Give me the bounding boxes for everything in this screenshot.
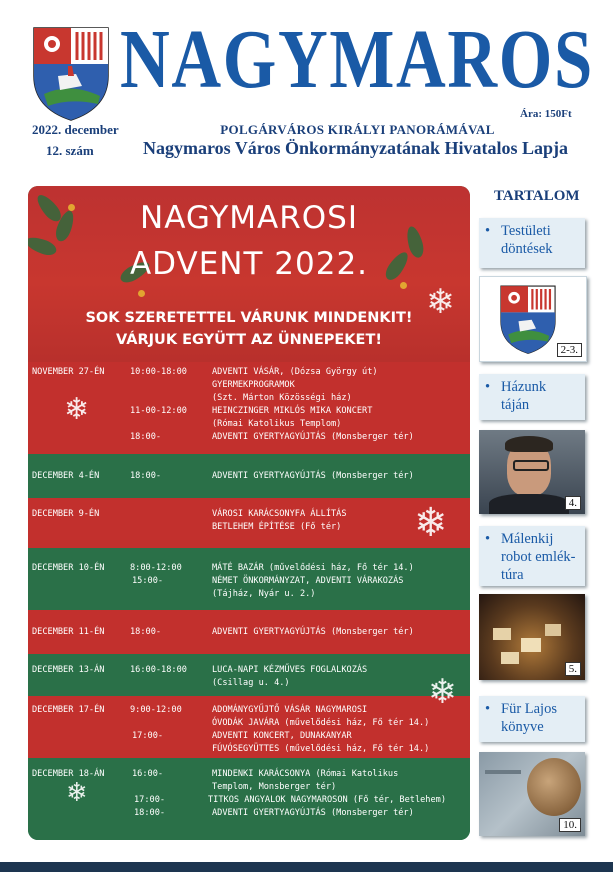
relief-inscription	[485, 770, 521, 774]
model-house	[493, 628, 511, 640]
coat-of-arms-icon	[498, 283, 558, 355]
toc-title: TARTALOM	[494, 188, 580, 204]
page-number: 2-3.	[557, 343, 582, 357]
schedule-time: 8:00-12:00	[130, 563, 182, 573]
schedule-time: 17:00-	[132, 731, 164, 741]
snowflake-icon: ❄	[428, 672, 457, 712]
toc-item-label: könyve	[501, 719, 544, 735]
schedule-row	[28, 548, 470, 610]
toc-item-text	[485, 378, 546, 414]
schedule-event: ADVENTI GYERTYAGYÚJTÁS (Monsberger tér)	[212, 432, 414, 442]
schedule-date: DECEMBER 13-ÁN	[32, 665, 105, 675]
schedule-event: MÁTÉ BAZÁR (művelődési ház, Fő tér 14.)	[212, 563, 414, 573]
schedule-time: 18:00-	[134, 808, 166, 818]
masthead-title: NAGYMAROS	[120, 13, 594, 106]
glasses-icon	[513, 460, 549, 471]
portrait-shirt	[489, 494, 569, 514]
schedule-time: 18:00-	[130, 471, 162, 481]
bullet-icon: •	[485, 379, 491, 395]
schedule-event: GYERMEKPROGRAMOK	[212, 380, 295, 390]
schedule-event: ADVENTI KONCERT, DUNAKANYAR	[212, 731, 352, 741]
advent-poster	[28, 186, 470, 840]
schedule-event: ADVENTI GYERTYAGYÚJTÁS (Monsberger tér)	[212, 627, 414, 637]
schedule-event: LUCA-NAPI KÉZMŰVES FOGLALKOZÁS	[212, 665, 368, 675]
schedule-event: FÚVÓSEGYÜTTES (művelődési ház, Fő tér 14.)	[212, 744, 430, 754]
schedule-event: (Csillag u. 4.)	[212, 678, 290, 688]
schedule-event: ADVENTI VÁSÁR, (Dózsa György út)	[212, 367, 378, 377]
berry-icon	[138, 290, 145, 297]
schedule-time: 15:00-	[132, 576, 164, 586]
schedule-time: 16:00-	[132, 769, 164, 779]
bullet-icon: •	[485, 531, 491, 547]
schedule-event: HEINCZINGER MIKLÓS MIKA KONCERT	[212, 406, 373, 416]
schedule-event: (Szt. Márton Közösségi ház)	[212, 393, 352, 403]
schedule-event: Templom, Monsberger tér)	[212, 782, 337, 792]
schedule-event: ÓVODÁK JAVÁRA (művelődési ház, Fő tér 14.)	[212, 718, 430, 728]
page-number: 4.	[565, 496, 581, 510]
berry-icon	[400, 282, 407, 289]
toc-item[interactable]	[479, 696, 585, 742]
model-house	[501, 652, 519, 664]
toc-item-text	[485, 700, 557, 736]
toc-image[interactable]	[479, 594, 585, 680]
relief-medallion	[527, 758, 581, 816]
portrait-hair	[505, 436, 553, 452]
toc-item-label: Házunk	[501, 379, 547, 395]
schedule-time: 16:00-18:00	[130, 665, 187, 675]
page-number: 5.	[565, 662, 581, 676]
schedule-event: MINDENKI KARÁCSONYA (Római Katolikus	[212, 769, 399, 779]
schedule-event: NÉMET ÖNKORMÁNYZAT, ADVENTI VÁRAKOZÁS	[212, 576, 404, 586]
bullet-icon: •	[485, 223, 491, 239]
schedule-time: 18:00-	[130, 432, 162, 442]
toc-item-label: döntések	[501, 241, 553, 257]
schedule-row	[28, 610, 470, 654]
schedule-event: BETLEHEM ÉPÍTÉSE (Fő tér)	[212, 522, 342, 532]
schedule-time: 18:00-	[130, 627, 162, 637]
toc-item-label: Testületi	[501, 223, 551, 239]
schedule-event: (Római Katolikus Templom)	[212, 419, 342, 429]
schedule-date: DECEMBER 18-ÁN	[32, 769, 105, 779]
toc-item-label: túra	[501, 567, 524, 583]
schedule-time: 9:00-12:00	[130, 705, 182, 715]
schedule-date: DECEMBER 4-ÉN	[32, 471, 100, 481]
snowflake-icon: ❄	[426, 282, 455, 322]
schedule-date: DECEMBER 11-ÉN	[32, 627, 105, 637]
poster-header	[28, 186, 470, 362]
toc-item-label: táján	[501, 397, 530, 413]
schedule-event: ADVENTI GYERTYAGYÚJTÁS (Monsberger tér)	[212, 808, 414, 818]
schedule-row	[28, 454, 470, 498]
schedule-time: 10:00-18:00	[130, 367, 187, 377]
model-house	[545, 624, 561, 636]
poster-slogan-line1: SOK SZERETETTEL VÁRUNK MINDENKIT!	[85, 310, 413, 326]
page-number: 10.	[559, 818, 581, 832]
schedule-event: TITKOS ANGYALOK NAGYMAROSON (Fő tér, Betlehem)	[208, 795, 446, 805]
toc-item[interactable]	[479, 526, 585, 586]
toc-item-label: robot emlék-	[501, 549, 576, 565]
toc-item[interactable]	[479, 218, 585, 268]
publication-subtitle: Nagymaros Város Önkormányzatának Hivatalos Lapja	[142, 138, 569, 158]
schedule-event: VÁROSI KARÁCSONYFA ÁLLÍTÁS	[212, 509, 347, 519]
tagline: POLGÁRVÁROS KIRÁLYI PANORÁMÁVAL	[220, 122, 495, 137]
schedule-date: DECEMBER 10-ÉN	[32, 563, 105, 573]
schedule-time: 17:00-	[134, 795, 166, 805]
model-house	[521, 638, 541, 652]
issue-number: 12. szám	[46, 143, 94, 158]
schedule-time: 11-00-12:00	[130, 406, 187, 416]
toc-image[interactable]	[479, 276, 587, 362]
schedule-date: NOVEMBER 27-ÉN	[32, 367, 105, 377]
toc-item-text	[485, 222, 553, 258]
toc-item-text	[485, 530, 576, 584]
schedule-row	[28, 362, 470, 454]
schedule-row	[28, 654, 470, 696]
toc-item-label: Málenkij	[501, 531, 554, 547]
price-label: Ára: 150Ft	[520, 108, 572, 120]
schedule-date: DECEMBER 9-ÉN	[32, 509, 100, 519]
footer-bar	[0, 862, 613, 872]
toc-item[interactable]	[479, 374, 585, 420]
schedule-date: DECEMBER 17-ÉN	[32, 705, 105, 715]
schedule-row	[28, 498, 470, 548]
poster-title-line2: ADVENT 2022.	[129, 246, 369, 282]
toc-image[interactable]	[479, 430, 585, 514]
poster-slogan-line2: VÁRJUK EGYÜTT AZ ÜNNEPEKET!	[116, 332, 382, 348]
schedule-event: ADOMÁNYGYŰJTŐ VÁSÁR NAGYMAROSI	[212, 705, 368, 715]
snowflake-icon: ❄	[414, 500, 448, 546]
snowflake-icon: ❄	[66, 778, 88, 808]
issue-date: 2022. december	[32, 122, 119, 137]
snowflake-icon: ❄	[64, 392, 90, 427]
schedule-event: (Tájház, Nyár u. 2.)	[212, 589, 316, 599]
poster-title-line1: NAGYMAROSI	[140, 200, 358, 236]
schedule-event: ADVENTI GYERTYAGYÚJTÁS (Monsberger tér)	[212, 471, 414, 481]
coat-of-arms-icon	[30, 24, 112, 122]
schedule-row	[28, 758, 470, 840]
bullet-icon: •	[485, 701, 491, 717]
toc-item-label: Für Lajos	[501, 701, 557, 717]
toc-image[interactable]	[479, 752, 585, 836]
